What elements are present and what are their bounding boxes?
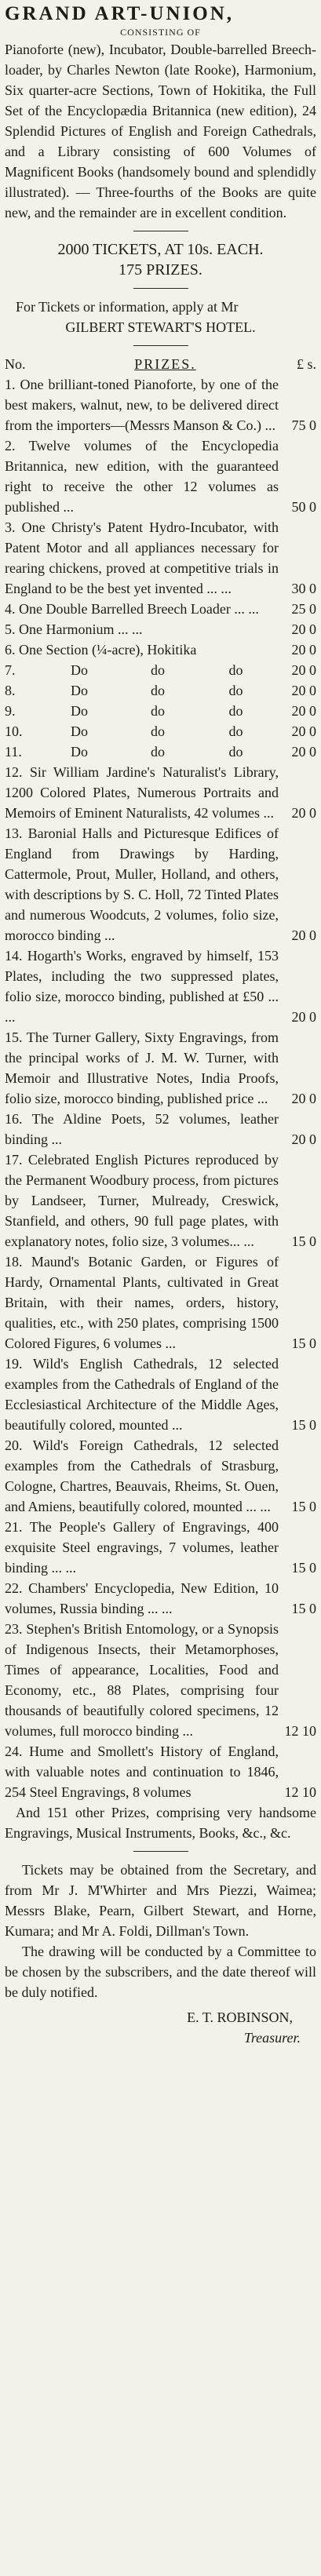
prize-description: One Section (¼-acre), Hokitika <box>19 642 197 658</box>
prize-description: Hume and Smollett's History of England, with valuable notes and continuation to 1846, 254 Steel Engravings, 8 volumes <box>5 1743 279 1800</box>
prize-description: Baronial Halls and Picturesque Edifices of England from Drawings by Harding, Cattermole, Prout, Muller, Holland, and others, with descriptions by S. C. Holl, 72 Tinted Plates and numerous Woodcuts, 2 volumes, folio size, morocco binding ... <box>5 825 279 943</box>
ditto-row <box>5 741 316 762</box>
prize-item <box>5 619 316 639</box>
apply-line: For Tickets or information, apply at Mr <box>16 299 239 315</box>
ditto-mark: Do <box>71 723 88 739</box>
ditto-mark: do <box>228 744 243 760</box>
ditto-row <box>5 701 316 721</box>
prize-number: 8. <box>5 683 16 698</box>
prize-description: Maund's Botanic Garden, or Figures of Hardy, Ornamental Plants, cultivated in Great Britain, with their names, orders, history, qualities, etc., with 250 plates, comprising 1500 Colored Figures, 6 volumes ... <box>5 1254 279 1351</box>
prize-description: One Christy's Patent Hydro-Incubator, with Patent Motor and all appliances necessary for rearing chickens, proved at competitive trials in England to be the best yet invented ... ... <box>5 519 279 596</box>
hotel-line: GILBERT STEWART'S HOTEL. <box>65 319 256 335</box>
ditto-mark: do <box>151 723 165 739</box>
prize-item <box>5 517 316 599</box>
signature-name: E. T. ROBINSON, <box>187 2009 293 2025</box>
prize-description: Stephen's British Entomology, or a Synopsis of Indigenous Insects, their Metamorphoses, Times of appearance, Localities, Food and Economy, etc., 88 Plates, comprising four thousands of beautifully colored specimens, 12 volumes, full morocco binding ... <box>5 1621 279 1739</box>
ditto-row <box>5 660 316 680</box>
prize-amount: 50 0 <box>291 499 316 515</box>
prize-amount: 15 0 <box>291 1499 316 1514</box>
consisting-of-label: CONSISTING OF <box>120 27 201 38</box>
ditto-mark: do <box>151 703 165 719</box>
prize-amount: 20 0 <box>291 642 316 658</box>
prize-description: One Harmonium ... ... <box>19 621 143 637</box>
prize-amount: 12 10 <box>284 1784 316 1800</box>
prize-item <box>5 1252 316 1354</box>
divider <box>133 288 188 289</box>
prize-number: 2. <box>5 438 16 454</box>
prize-number: 4. <box>5 601 16 617</box>
ditto-mark: do <box>151 744 165 760</box>
ditto-mark: do <box>228 662 243 678</box>
prize-description: Celebrated English Pictures reproduced by the Permanent Woodbury process, from pictures by Landseer, Turner, Mulready, Creswick, Stanfield, and others, 90 full page plates, with explanatory notes, folio size, 3 volumes... ... <box>5 1152 279 1249</box>
prize-number: 15. <box>5 1029 23 1045</box>
prize-amount: 15 0 <box>291 1335 316 1351</box>
prize-amount: 20 0 <box>291 703 316 719</box>
prize-number: 7. <box>5 662 16 678</box>
prize-item <box>5 599 316 619</box>
prize-item <box>5 1741 316 1802</box>
prize-description: The Aldine Poets, 52 volumes, leather binding ... <box>5 1111 279 1147</box>
ditto-rows <box>5 660 316 762</box>
prize-number: 24. <box>5 1743 23 1759</box>
prize-amount: 15 0 <box>291 1417 316 1433</box>
prize-list-continued <box>5 762 316 1802</box>
prize-number: 11. <box>5 744 22 760</box>
column-prizes: PRIZES. <box>134 356 196 372</box>
intro-paragraph: Pianoforte (new), Incubator, Double-barrelled Breech-loader, by Charles Newton (late Rooke), Harmonium, Six quarter-acre Sections, Town of Hokitika, the Full Set of the Encyclopædia Britannica (new edition), 24 Splendid Pictures of English and Foreign Cathedrals, and a Library consisting of 600 Volumes of Magnificent Books (handsomely bound and splendidly illustrated). — Three-fourths of the Books are quite new, and the remainder are in excellent condition. <box>5 42 316 220</box>
prize-number: 17. <box>5 1152 23 1168</box>
prize-item <box>5 1109 316 1150</box>
ditto-row <box>5 680 316 701</box>
prize-amount: 20 0 <box>291 621 316 637</box>
prize-amount: 20 0 <box>291 744 316 760</box>
ditto-mark: do <box>151 662 165 678</box>
prize-description: Chambers' Encyclopedia, New Edition, 10 volumes, Russia binding ... ... <box>5 1580 279 1616</box>
prize-item <box>5 762 316 823</box>
prize-amount: 20 0 <box>291 805 316 821</box>
prize-item <box>5 1354 316 1435</box>
prize-item <box>5 946 316 1027</box>
prize-number: 19. <box>5 1356 23 1372</box>
prize-number: 21. <box>5 1519 23 1535</box>
prize-amount: 12 10 <box>284 1723 316 1739</box>
prize-description: Wild's English Cathedrals, 12 selected examples from the Cathedrals of England of the Ecclesiastical Architecture of the Middle Ages, beautifully colored, mounted ... <box>5 1356 279 1433</box>
prize-amount: 20 0 <box>291 1009 316 1025</box>
prize-amount: 20 0 <box>291 927 316 943</box>
ticket-agents-paragraph: Tickets may be obtained from the Secretary, and from Mr J. M'Whirter and Mrs Piezzi, Waimea; Messrs Blake, Pearn, Gilbert Stewart, and Horne, Kumara; and Mr A. Foldi, Dillman's Town. <box>5 1862 316 1939</box>
prize-description: Sir William Jardine's Naturalist's Library, 1200 Colored Plates, Numerous Portraits and Memoirs of Eminent Naturalists, 42 volumes ... <box>5 764 279 821</box>
ditto-mark: Do <box>71 662 88 678</box>
prize-amount: 20 0 <box>291 683 316 698</box>
column-money: £ s. <box>296 356 316 372</box>
prize-number: 12. <box>5 764 23 780</box>
ditto-mark: do <box>228 703 243 719</box>
prize-item <box>5 1435 316 1517</box>
prize-item <box>5 1027 316 1109</box>
prizes-count-line: 175 PRIZES. <box>119 261 202 279</box>
prize-number: 13. <box>5 825 23 841</box>
prize-number: 6. <box>5 642 16 658</box>
prize-list <box>5 374 316 660</box>
prize-amount: 20 0 <box>291 1131 316 1147</box>
prize-number: 9. <box>5 703 16 719</box>
prize-number: 10. <box>5 723 23 739</box>
prize-amount: 20 0 <box>291 662 316 678</box>
prize-amount: 20 0 <box>291 1091 316 1106</box>
prize-amount: 20 0 <box>291 723 316 739</box>
prize-amount: 15 0 <box>291 1601 316 1616</box>
prize-amount: 30 0 <box>291 581 316 596</box>
divider <box>133 345 188 346</box>
prize-number: 22. <box>5 1580 23 1596</box>
prize-description: Twelve volumes of the Encyclopedia Britannica, new edition, with the guaranteed right to receive the other 12 volumes as published ... <box>5 438 279 515</box>
prize-number: 16. <box>5 1111 23 1127</box>
prize-number: 5. <box>5 621 16 637</box>
prize-item <box>5 374 316 435</box>
ditto-mark: Do <box>71 683 88 698</box>
prize-amount: 25 0 <box>291 601 316 617</box>
prize-description: The Turner Gallery, Sixty Engravings, from the principal works of J. M. W. Turner, with Memoir and Illustrative Notes, India Proofs, folio size, morocco binding, published price ... <box>5 1029 279 1106</box>
prize-description: One brilliant-toned Pianoforte, by one of the best makers, walnut, new, to be delivered direct from the importers—(Messrs Manson & Co.) ... <box>5 377 279 433</box>
prize-amount: 15 0 <box>291 1560 316 1576</box>
prize-columns-header <box>5 354 316 374</box>
ditto-mark: do <box>228 683 243 698</box>
prize-description: Hogarth's Works, engraved by himself, 153 Plates, including the two suppressed plates, folio size, morocco binding, published at £50 ... ... <box>5 948 279 1025</box>
prize-item <box>5 1517 316 1578</box>
prize-item <box>5 1150 316 1252</box>
prize-item <box>5 639 316 660</box>
prize-number: 18. <box>5 1254 23 1270</box>
ditto-mark: do <box>228 723 243 739</box>
column-no: No. <box>5 356 26 372</box>
prize-description: Wild's Foreign Cathedrals, 12 selected examples from the Cathedrals of Strasburg, Cologne, Chartres, Beauvais, Rheims, St. Ouen, and Amiens, beautifully colored, mounted ... ... <box>5 1437 279 1514</box>
prize-description: One Double Barrelled Breech Loader ... ... <box>19 601 259 617</box>
signature-title: Treasurer. <box>243 2030 301 2046</box>
prize-number: 3. <box>5 519 16 535</box>
prize-item <box>5 823 316 946</box>
headline: GRAND ART-UNION, <box>5 3 235 24</box>
divider <box>133 1851 188 1852</box>
prize-amount: 75 0 <box>291 417 316 433</box>
ditto-mark: Do <box>71 703 88 719</box>
ditto-row <box>5 721 316 741</box>
prize-number: 14. <box>5 948 23 964</box>
ditto-mark: do <box>151 683 165 698</box>
prize-number: 23. <box>5 1621 23 1637</box>
prize-number: 1. <box>5 377 16 392</box>
ditto-mark: Do <box>71 744 88 760</box>
drawing-notice-paragraph: The drawing will be conducted by a Committee to be chosen by the subscribers, and the date thereof will be duly notified. <box>5 1944 316 2000</box>
tickets-line: 2000 TICKETS, AT 10s. EACH. <box>57 241 264 258</box>
prize-item <box>5 1578 316 1619</box>
other-prizes-line: And 151 other Prizes, comprising very handsome Engravings, Musical Instruments, Books, &c., &c. <box>5 1805 316 1841</box>
prize-description: The People's Gallery of Engravings, 400 exquisite Steel engravings, 7 volumes, leather binding ... ... <box>5 1519 279 1576</box>
prize-item <box>5 1619 316 1741</box>
prize-number: 20. <box>5 1437 23 1453</box>
prize-item <box>5 435 316 517</box>
prize-amount: 15 0 <box>291 1233 316 1249</box>
